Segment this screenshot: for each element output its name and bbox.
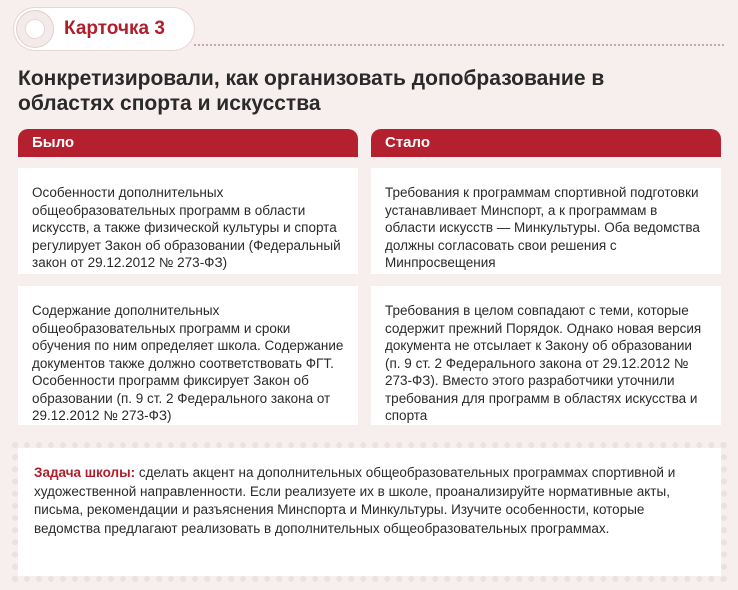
column-header-before: Было xyxy=(18,129,358,157)
cell-before-2: Содержание дополнительных общеобразовательных программ и сроки обучения по ним определяет школа. Содержание документов также должно соответствовать ФГТ. Особенности программ фиксирует Закон об образовании (п. 9 ст. 2 Федерального закона от 29.12.2012 № 273-ФЗ) xyxy=(18,286,358,425)
card-tag xyxy=(14,8,194,50)
task-label: Задача школы: xyxy=(34,465,136,480)
circle-icon xyxy=(16,10,54,48)
task-box xyxy=(18,448,721,576)
page-title: Конкретизировали, как организовать допобразование в областях спорта и искусства xyxy=(18,67,605,115)
cell-after-2: Требования в целом совпадают с теми, которые содержит прежний Порядок. Однако новая версия документа не отсылает к Закону об образовании (п. 9 ст. 2 Федерального закона от 29.12.2012 № 273-ФЗ). Вместо этого разработчики уточнили требования для программ в областях искусства и спорта xyxy=(371,286,721,425)
dotted-divider xyxy=(194,44,724,46)
card-label: Карточка 3 xyxy=(64,18,165,39)
cell-after-1: Требования к программам спортивной подготовки устанавливает Минспорт, а к программам в области искусств — Минкультуры. Оба ведомства должны согласовать свои решения с Минпросвещения xyxy=(371,168,721,274)
column-header-after: Стало xyxy=(371,129,721,157)
cell-before-1: Особенности дополнительных общеобразовательных программ в области искусств, а также физической культуры и спорта регулирует Закон об образовании (Федеральный закон от 29.12.2012 № 273-ФЗ) xyxy=(18,168,358,274)
task-text: сделать акцент на дополнительных общеобразовательных программах спортивной и художественной направленности. Если реализуете их в школе, проанализируйте нормативные акты, письма, рекомендации и разъяснения Минспорта и Минкультуры. Изучите особенности, которые ведомства предлагают реализовать в дополнительных общеобразовательных программах. xyxy=(34,465,676,536)
